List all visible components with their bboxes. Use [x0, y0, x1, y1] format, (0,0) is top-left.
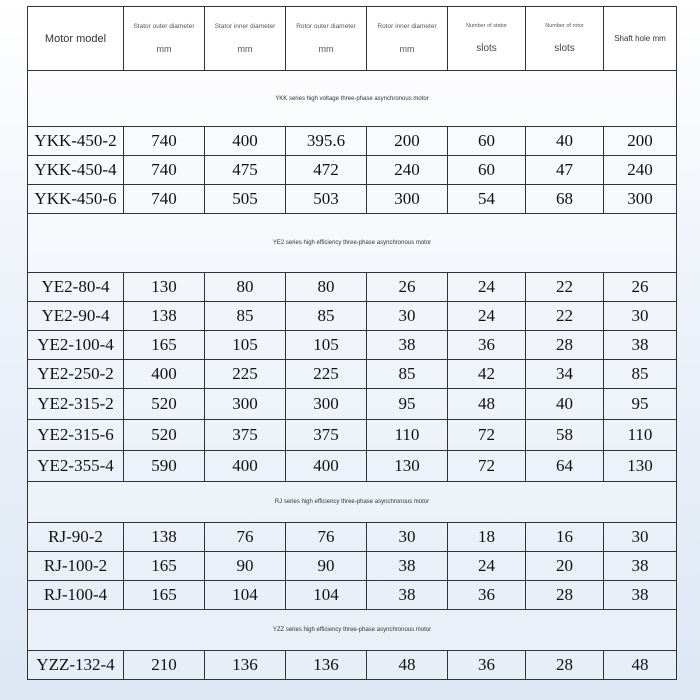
- table-cell: 104: [205, 581, 286, 610]
- table-cell: 80: [205, 273, 286, 302]
- table-cell: 210: [124, 651, 205, 680]
- header-rotor-slots: [526, 7, 604, 71]
- section-header-row: [28, 610, 677, 651]
- motor-model-cell: YKK-450-2: [28, 127, 124, 156]
- table-cell: 60: [448, 156, 526, 185]
- table-cell: 26: [367, 273, 448, 302]
- table-cell: 76: [205, 523, 286, 552]
- table-cell: 240: [367, 156, 448, 185]
- table-cell: 503: [286, 185, 367, 214]
- table-cell: 68: [526, 185, 604, 214]
- table-row: [28, 581, 677, 610]
- header-rotor-inner-unit: mm: [399, 44, 415, 54]
- table-row: [28, 273, 677, 302]
- motor-spec-table-container: [27, 6, 676, 680]
- table-cell: 740: [124, 156, 205, 185]
- motor-model-cell: RJ-100-2: [28, 552, 124, 581]
- table-cell: 400: [205, 451, 286, 482]
- table-cell: 472: [286, 156, 367, 185]
- table-cell: 38: [367, 331, 448, 360]
- table-cell: 105: [286, 331, 367, 360]
- table-cell: 395.6: [286, 127, 367, 156]
- table-cell: 20: [526, 552, 604, 581]
- table-cell: 38: [604, 331, 677, 360]
- section-title: YZZ series high efficiency three-phase asynchronous motor: [28, 610, 677, 651]
- motor-model-cell: YE2-355-4: [28, 451, 124, 482]
- table-cell: 76: [286, 523, 367, 552]
- section-header-row: [28, 482, 677, 523]
- table-cell: 95: [604, 389, 677, 420]
- table-cell: 225: [205, 360, 286, 389]
- header-stator-slots-unit: slots: [476, 43, 497, 54]
- motor-model-cell: YE2-315-6: [28, 420, 124, 451]
- table-row: [28, 360, 677, 389]
- table-cell: 300: [286, 389, 367, 420]
- table-cell: 54: [448, 185, 526, 214]
- table-cell: 24: [448, 273, 526, 302]
- motor-model-cell: YKK-450-4: [28, 156, 124, 185]
- motor-model-cell: YZZ-132-4: [28, 651, 124, 680]
- header-row: [28, 7, 677, 71]
- table-cell: 34: [526, 360, 604, 389]
- table-cell: 48: [367, 651, 448, 680]
- table-cell: 24: [448, 552, 526, 581]
- header-stator-outer-label: Stator outer diameter: [133, 23, 195, 30]
- table-cell: 38: [367, 552, 448, 581]
- motor-model-cell: YE2-250-2: [28, 360, 124, 389]
- table-cell: 520: [124, 389, 205, 420]
- table-row: [28, 127, 677, 156]
- table-cell: 42: [448, 360, 526, 389]
- motor-model-cell: YKK-450-6: [28, 185, 124, 214]
- motor-model-cell: RJ-100-4: [28, 581, 124, 610]
- table-cell: 225: [286, 360, 367, 389]
- section-header-row: [28, 71, 677, 127]
- table-cell: 30: [604, 302, 677, 331]
- table-cell: 138: [124, 302, 205, 331]
- table-cell: 38: [604, 581, 677, 610]
- table-cell: 300: [604, 185, 677, 214]
- header-shaft-hole: Shaft hole mm: [604, 7, 677, 71]
- table-cell: 165: [124, 331, 205, 360]
- table-cell: 104: [286, 581, 367, 610]
- table-cell: 136: [286, 651, 367, 680]
- table-cell: 475: [205, 156, 286, 185]
- table-cell: 165: [124, 552, 205, 581]
- motor-model-cell: YE2-315-2: [28, 389, 124, 420]
- table-row: [28, 302, 677, 331]
- table-cell: 400: [205, 127, 286, 156]
- table-cell: 30: [367, 523, 448, 552]
- table-cell: 240: [604, 156, 677, 185]
- header-rotor-inner: [367, 7, 448, 71]
- table-row: [28, 420, 677, 451]
- table-row: [28, 185, 677, 214]
- table-cell: 130: [124, 273, 205, 302]
- table-cell: 375: [286, 420, 367, 451]
- table-cell: 95: [367, 389, 448, 420]
- table-cell: 85: [286, 302, 367, 331]
- header-stator-inner: [205, 7, 286, 71]
- table-cell: 85: [205, 302, 286, 331]
- table-row: [28, 451, 677, 482]
- table-cell: 38: [367, 581, 448, 610]
- table-cell: 30: [604, 523, 677, 552]
- table-cell: 36: [448, 331, 526, 360]
- motor-model-cell: RJ-90-2: [28, 523, 124, 552]
- table-cell: 165: [124, 581, 205, 610]
- table-row: [28, 552, 677, 581]
- table-cell: 26: [604, 273, 677, 302]
- table-cell: 590: [124, 451, 205, 482]
- table-cell: 22: [526, 273, 604, 302]
- table-cell: 130: [367, 451, 448, 482]
- table-cell: 300: [367, 185, 448, 214]
- table-cell: 90: [286, 552, 367, 581]
- table-cell: 375: [205, 420, 286, 451]
- header-stator-inner-unit: mm: [237, 44, 253, 54]
- table-cell: 520: [124, 420, 205, 451]
- table-row: [28, 389, 677, 420]
- header-rotor-outer-label: Rotor outer diameter: [296, 23, 356, 30]
- table-cell: 30: [367, 302, 448, 331]
- table-cell: 105: [205, 331, 286, 360]
- table-cell: 58: [526, 420, 604, 451]
- table-cell: 36: [448, 581, 526, 610]
- table-cell: 505: [205, 185, 286, 214]
- table-cell: 48: [448, 389, 526, 420]
- section-title: YKK series high voltage three-phase asynchronous motor: [28, 71, 677, 127]
- table-cell: 64: [526, 451, 604, 482]
- table-row: [28, 331, 677, 360]
- table-cell: 110: [604, 420, 677, 451]
- motor-spec-table: [27, 6, 677, 680]
- table-cell: 28: [526, 651, 604, 680]
- table-cell: 48: [604, 651, 677, 680]
- section-title: RJ series high efficiency three-phase asynchronous motor: [28, 482, 677, 523]
- header-stator-outer-unit: mm: [156, 44, 172, 54]
- table-cell: 28: [526, 581, 604, 610]
- table-body: [28, 71, 677, 680]
- header-rotor-slots-label: Number of rotor: [545, 23, 584, 29]
- table-cell: 740: [124, 127, 205, 156]
- table-cell: 40: [526, 389, 604, 420]
- table-cell: 60: [448, 127, 526, 156]
- section-header-row: [28, 214, 677, 273]
- motor-model-cell: YE2-90-4: [28, 302, 124, 331]
- header-rotor-outer-unit: mm: [318, 44, 334, 54]
- table-cell: 200: [604, 127, 677, 156]
- motor-model-cell: YE2-80-4: [28, 273, 124, 302]
- table-cell: 80: [286, 273, 367, 302]
- header-stator-slots-label: Number of stator: [466, 23, 507, 29]
- table-cell: 200: [367, 127, 448, 156]
- table-cell: 85: [604, 360, 677, 389]
- table-cell: 18: [448, 523, 526, 552]
- table-cell: 38: [604, 552, 677, 581]
- header-rotor-outer: [286, 7, 367, 71]
- header-stator-inner-label: Stator inner diameter: [214, 23, 276, 30]
- table-row: [28, 651, 677, 680]
- table-cell: 130: [604, 451, 677, 482]
- header-motor-model: Motor model: [28, 7, 124, 71]
- table-cell: 300: [205, 389, 286, 420]
- table-cell: 400: [124, 360, 205, 389]
- header-rotor-inner-label: Rotor inner diameter: [377, 23, 437, 30]
- header-stator-slots: [448, 7, 526, 71]
- table-row: [28, 156, 677, 185]
- table-cell: 16: [526, 523, 604, 552]
- table-cell: 47: [526, 156, 604, 185]
- table-cell: 40: [526, 127, 604, 156]
- table-cell: 24: [448, 302, 526, 331]
- table-cell: 740: [124, 185, 205, 214]
- section-title: YE2 series high efficiency three-phase asynchronous motor: [28, 214, 677, 273]
- table-cell: 85: [367, 360, 448, 389]
- table-cell: 72: [448, 451, 526, 482]
- table-cell: 400: [286, 451, 367, 482]
- table-cell: 110: [367, 420, 448, 451]
- header-rotor-slots-unit: slots: [554, 43, 575, 54]
- table-cell: 138: [124, 523, 205, 552]
- motor-model-cell: YE2-100-4: [28, 331, 124, 360]
- table-cell: 22: [526, 302, 604, 331]
- table-cell: 90: [205, 552, 286, 581]
- table-cell: 36: [448, 651, 526, 680]
- table-cell: 72: [448, 420, 526, 451]
- header-stator-outer: [124, 7, 205, 71]
- table-row: [28, 523, 677, 552]
- table-cell: 136: [205, 651, 286, 680]
- table-cell: 28: [526, 331, 604, 360]
